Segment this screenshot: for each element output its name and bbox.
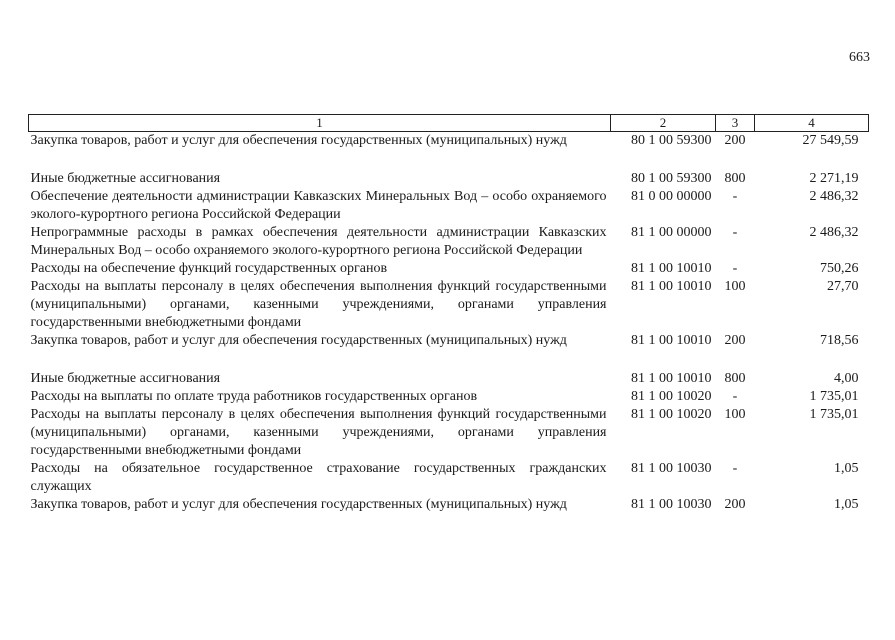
header-col-2: 2: [611, 115, 716, 132]
row-code: 80 1 00 59300: [631, 133, 712, 148]
table-row: [29, 132, 869, 171]
table-body: [29, 132, 869, 515]
row-name: Расходы на выплаты по оплате труда работников государственных органов: [30, 389, 478, 404]
row-amount: 1 735,01: [809, 407, 859, 422]
row-type: -: [732, 461, 738, 476]
row-code: 80 1 00 59300: [631, 171, 712, 186]
row-amount: 1,05: [834, 461, 859, 476]
row-type: -: [732, 225, 738, 240]
row-amount: 2 486,32: [809, 225, 859, 240]
row-amount: 1,05: [834, 497, 859, 512]
row-name: Обеспечение деятельности администрации Кавказских Минеральных Вод – особо охраняемого эколого-курортного региона Российской Федерации: [30, 189, 607, 222]
row-name: Непрограммные расходы в рамках обеспечения деятельности администрации Кавказских Минеральных Вод – особо охраняемого эколого-курортного региона Российской Федерации: [30, 225, 607, 258]
table-row: [29, 332, 869, 370]
page-number: 663: [849, 50, 870, 65]
row-type: 800: [724, 371, 746, 386]
row-code: 81 1 00 10010: [631, 371, 712, 386]
row-type: 200: [724, 497, 746, 512]
row-amount: 4,00: [834, 371, 859, 386]
row-amount: 750,26: [820, 261, 859, 276]
row-code: 81 1 00 10020: [631, 407, 712, 422]
table-row: [29, 370, 869, 388]
table-row: [29, 406, 869, 460]
table-row: [29, 496, 869, 514]
row-type: 200: [724, 333, 746, 348]
table-row: [29, 188, 869, 224]
table-row: [29, 278, 869, 332]
header-col-4: 4: [755, 115, 869, 132]
row-type: 100: [724, 279, 746, 294]
row-code: 81 1 00 10010: [631, 261, 712, 276]
header-col-1: 1: [29, 115, 611, 132]
header-row: [29, 115, 869, 132]
header-col-3: 3: [716, 115, 755, 132]
row-amount: 27 549,59: [802, 133, 859, 148]
table-header: [29, 115, 869, 132]
row-amount: 1 735,01: [809, 389, 859, 404]
row-type: 200: [724, 133, 746, 148]
row-name: Закупка товаров, работ и услуг для обеспечения государственных (муниципальных) нужд: [30, 333, 567, 348]
table-row: [29, 224, 869, 260]
row-name: Закупка товаров, работ и услуг для обеспечения государственных (муниципальных) нужд: [30, 497, 567, 512]
row-type: -: [732, 189, 738, 204]
table-row: [29, 460, 869, 496]
budget-table: [28, 114, 869, 514]
row-name: Расходы на обязательное государственное страхование государственных гражданских служащих: [30, 461, 607, 494]
row-amount: 27,70: [827, 279, 859, 294]
row-code: 81 0 00 00000: [631, 189, 712, 204]
row-code: 81 1 00 10030: [631, 497, 712, 512]
row-type: 100: [724, 407, 746, 422]
row-name: Расходы на обеспечение функций государственных органов: [30, 261, 388, 276]
table-row: [29, 388, 869, 406]
row-code: 81 1 00 10010: [631, 279, 712, 294]
row-code: 81 1 00 10030: [631, 461, 712, 476]
row-name: Иные бюджетные ассигнования: [30, 171, 221, 186]
row-type: 800: [724, 171, 746, 186]
row-name: Расходы на выплаты персоналу в целях обеспечения выполнения функций государственными (муниципальными) органами, казенными учреждениями, органами управления государственными внебюджетными фондами: [30, 279, 607, 330]
row-name: Закупка товаров, работ и услуг для обеспечения государственных (муниципальных) нужд: [30, 133, 567, 148]
row-code: 81 1 00 10020: [631, 389, 712, 404]
row-name: Иные бюджетные ассигнования: [30, 371, 221, 386]
row-type: -: [732, 389, 738, 404]
table-row: [29, 170, 869, 188]
row-type: -: [732, 261, 738, 276]
row-amount: 2 271,19: [809, 171, 859, 186]
row-name: Расходы на выплаты персоналу в целях обеспечения выполнения функций государственными (муниципальными) органами, казенными учреждениями, органами управления государственными внебюджетными фондами: [30, 407, 607, 458]
row-amount: 2 486,32: [809, 189, 859, 204]
table-row: [29, 260, 869, 278]
row-amount: 718,56: [820, 333, 859, 348]
row-code: 81 1 00 00000: [631, 225, 712, 240]
row-code: 81 1 00 10010: [631, 333, 712, 348]
